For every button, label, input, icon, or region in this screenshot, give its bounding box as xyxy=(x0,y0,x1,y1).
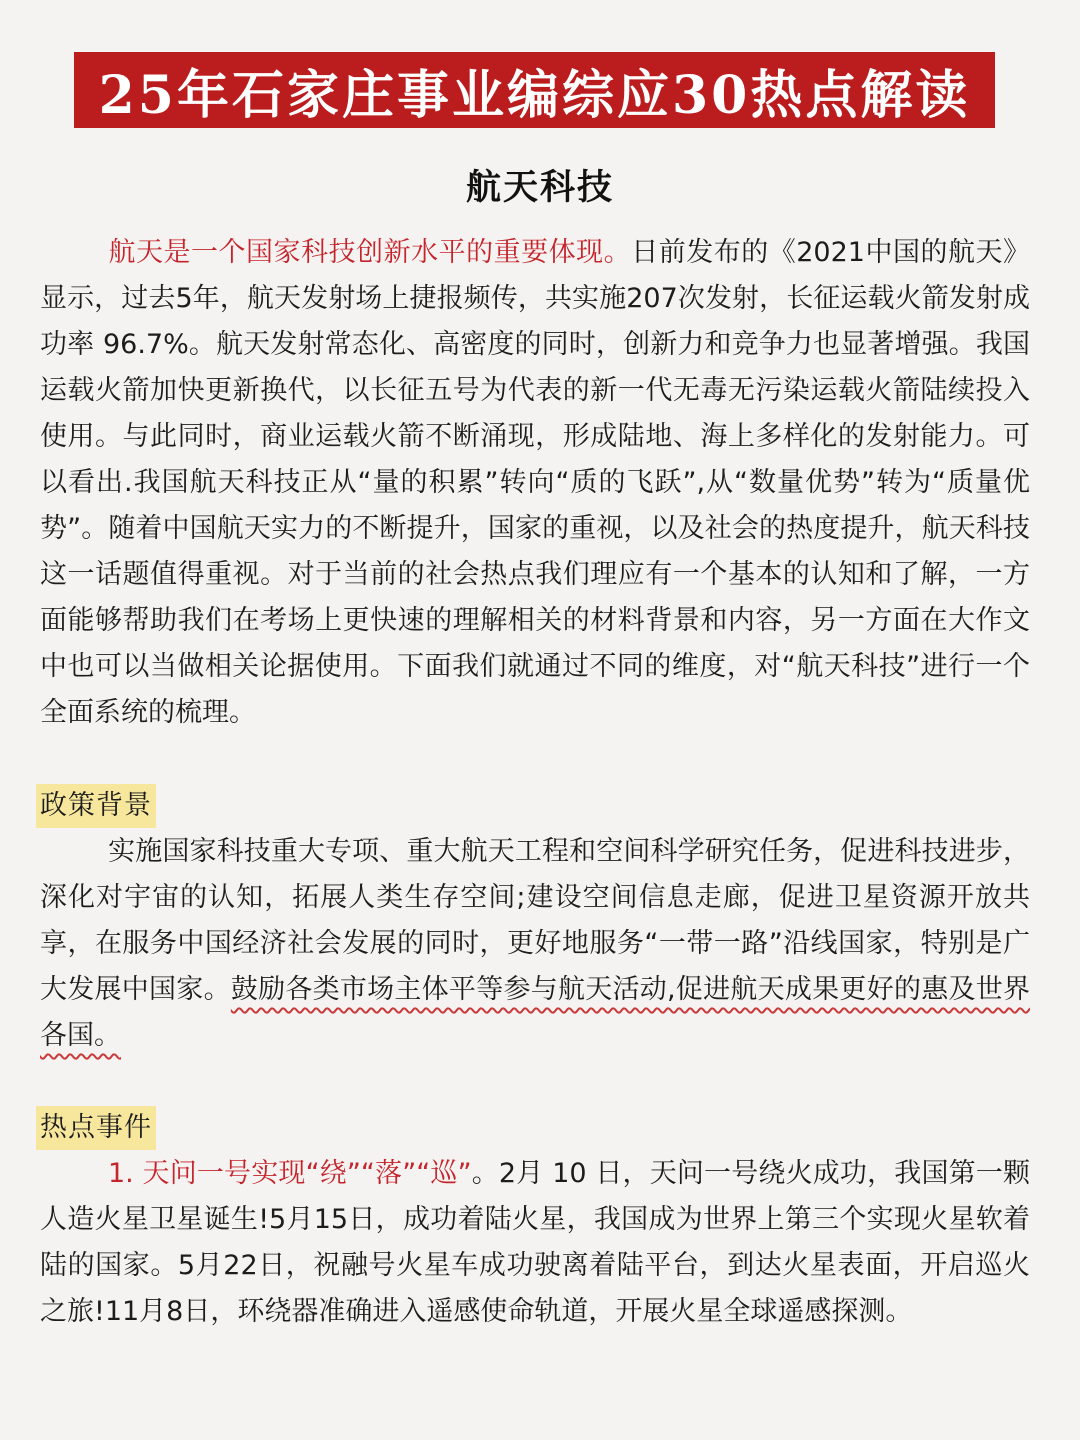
banner-title: 25年石家庄事业编综应30热点解读 xyxy=(98,64,971,126)
policy-background-tag: 政策背景 xyxy=(36,784,156,828)
title-banner xyxy=(74,52,995,128)
intro-paragraph xyxy=(40,230,1030,736)
policy-paragraph xyxy=(40,829,1030,1059)
section-subtitle: 航天科技 xyxy=(465,168,614,208)
policy-body: 实施国家科技重大专项、重大航天工程和空间科学研究任务，促进科技进步，深化对宇宙的认知，拓展人类生存空间;建设空间信息走廊，促进卫星资源开放共享，在服务中国经济社会发展的同时，更好地服务“一带一路”沿线国家，特别是广大发展中国家。 xyxy=(40,836,1030,1005)
intro-body: 日前发布的《2021中国的航天》显示，过去5年，航天发射场上捷报频传，共实施207次发射，长征运载火箭发射成功率 96.7%。航天发射常态化、高密度的同时，创新力和竞争力也显著增强。我国运载火箭加快更新换代，以长征五号为代表的新一代无毒无污染运载火箭陆续投入使用。与此同时，商业运载火箭不断涌现，形成陆地、海上多样化的发射能力。可以看出.我国航天科技正从“量的积累”转向“质的飞跃”,从“数量优势”转为“质量优势”。随着中国航天实力的不断提升，国家的重视，以及社会的热度提升，航天科技这一话题值得重视。对于当前的社会热点我们理应有一个基本的认知和了解，一方面能够帮助我们在考场上更快速的理解相关的材料背景和内容，另一方面在大作文中也可以当做相关论据使用。下面我们就通过不同的维度，对“航天科技”进行一个全面系统的梳理。 xyxy=(40,237,1031,728)
event-1-title: 1. 天问一号实现“绕”“落”“巡” xyxy=(108,1158,472,1189)
hot-events-tag: 热点事件 xyxy=(36,1106,156,1150)
event-1-body: 。2月 10 日，天问一号绕火成功，我国第一颗人造火星卫星诞生!5月15日，成功着陆火星，我国成为世界上第三个实现火星软着陆的国家。5月22日，祝融号火星车成功驶离着陆平台，到达火星表面，开启巡火之旅!11月8日，环绕器准确进入遥感使命轨道，开展火星全球遥感探测。 xyxy=(40,1158,1030,1327)
event-paragraph xyxy=(40,1151,1030,1335)
policy-underlined-text: 鼓励各类市场主体平等参与航天活动,促进航天成果更好的惠及世界各国。 xyxy=(40,974,1031,1051)
intro-lead-highlight: 航天是一个国家科技创新水平的重要体现。 xyxy=(108,237,632,268)
